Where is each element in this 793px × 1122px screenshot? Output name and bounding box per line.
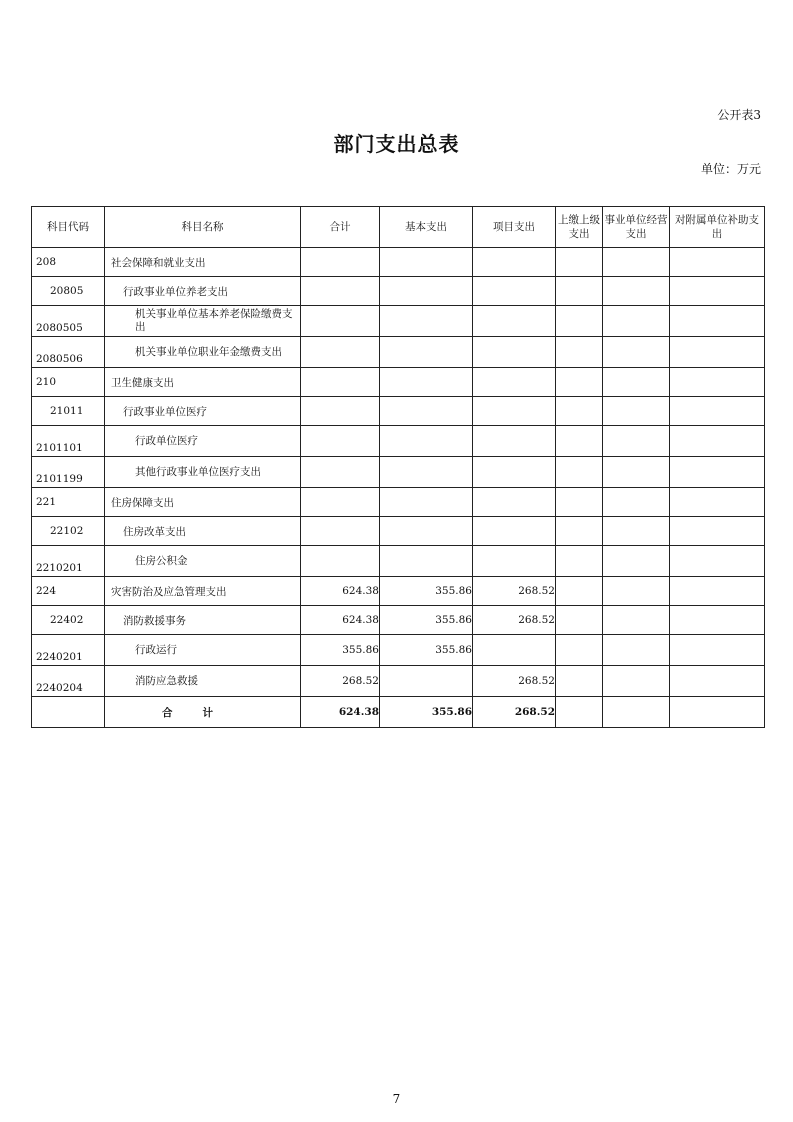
row-upper	[556, 517, 603, 546]
total-sum: 624.38	[301, 697, 380, 728]
row-basic	[380, 517, 473, 546]
row-basic	[380, 666, 473, 697]
row-subsidy	[670, 635, 765, 666]
row-business	[603, 488, 670, 517]
row-basic	[380, 488, 473, 517]
row-subsidy	[670, 488, 765, 517]
row-upper	[556, 635, 603, 666]
row-project	[473, 546, 556, 577]
row-subsidy	[670, 368, 765, 397]
row-code: 22102	[32, 517, 105, 546]
row-name: 行政运行	[105, 635, 301, 666]
column-header-basic: 基本支出	[380, 207, 473, 248]
row-project: 268.52	[473, 606, 556, 635]
row-project	[473, 457, 556, 488]
row-project	[473, 248, 556, 277]
row-basic	[380, 368, 473, 397]
row-business	[603, 397, 670, 426]
row-upper	[556, 426, 603, 457]
row-basic	[380, 277, 473, 306]
row-name: 卫生健康支出	[105, 368, 301, 397]
row-project: 268.52	[473, 666, 556, 697]
row-project	[473, 426, 556, 457]
page-number: 7	[392, 1092, 401, 1106]
row-name: 行政事业单位医疗	[105, 397, 301, 426]
row-total	[301, 426, 380, 457]
column-header-subsidy: 对附属单位补助支出	[670, 207, 765, 248]
total-subsidy	[670, 697, 765, 728]
row-business	[603, 546, 670, 577]
row-name: 行政单位医疗	[105, 426, 301, 457]
column-header-upper: 上缴上级支出	[556, 207, 603, 248]
row-business	[603, 517, 670, 546]
row-business	[603, 248, 670, 277]
row-code: 2240201	[32, 635, 105, 666]
row-upper	[556, 457, 603, 488]
row-upper	[556, 277, 603, 306]
row-subsidy	[670, 517, 765, 546]
row-business	[603, 606, 670, 635]
row-total	[301, 397, 380, 426]
row-upper	[556, 337, 603, 368]
row-business	[603, 306, 670, 337]
table-row	[32, 488, 765, 517]
row-upper	[556, 606, 603, 635]
row-basic: 355.86	[380, 577, 473, 606]
row-upper	[556, 666, 603, 697]
row-project: 268.52	[473, 577, 556, 606]
row-total	[301, 517, 380, 546]
row-name: 其他行政事业单位医疗支出	[105, 457, 301, 488]
table-row	[32, 306, 765, 337]
row-code: 2080505	[32, 306, 105, 337]
row-upper	[556, 368, 603, 397]
table-row	[32, 457, 765, 488]
table-row	[32, 577, 765, 606]
row-subsidy	[670, 397, 765, 426]
table-row	[32, 248, 765, 277]
row-subsidy	[670, 457, 765, 488]
row-project	[473, 306, 556, 337]
unit-label: 单位：万元	[700, 162, 761, 176]
row-name: 灾害防治及应急管理支出	[105, 577, 301, 606]
row-basic	[380, 397, 473, 426]
total-basic: 355.86	[380, 697, 473, 728]
row-name: 住房公积金	[105, 546, 301, 577]
row-code: 2210201	[32, 546, 105, 577]
row-total: 268.52	[301, 666, 380, 697]
row-business	[603, 368, 670, 397]
row-code: 210	[32, 368, 105, 397]
total-upper	[556, 697, 603, 728]
row-business	[603, 337, 670, 368]
row-basic	[380, 426, 473, 457]
row-business	[603, 457, 670, 488]
row-subsidy	[670, 577, 765, 606]
table-row	[32, 546, 765, 577]
row-total	[301, 457, 380, 488]
column-header-total: 合计	[301, 207, 380, 248]
row-code: 21011	[32, 397, 105, 426]
total-row	[32, 697, 765, 728]
table-row	[32, 426, 765, 457]
row-business	[603, 635, 670, 666]
row-code: 2101101	[32, 426, 105, 457]
row-business	[603, 277, 670, 306]
row-upper	[556, 546, 603, 577]
row-project	[473, 397, 556, 426]
row-project	[473, 337, 556, 368]
row-upper	[556, 397, 603, 426]
row-upper	[556, 488, 603, 517]
row-total	[301, 368, 380, 397]
row-name: 行政事业单位养老支出	[105, 277, 301, 306]
row-subsidy	[670, 337, 765, 368]
row-business	[603, 577, 670, 606]
row-name: 机关事业单位基本养老保险缴费支出	[105, 306, 301, 337]
page-title: 部门支出总表	[333, 132, 460, 156]
table-row	[32, 606, 765, 635]
row-upper	[556, 306, 603, 337]
row-subsidy	[670, 546, 765, 577]
row-total	[301, 248, 380, 277]
column-header-business: 事业单位经营支出	[603, 207, 670, 248]
row-basic	[380, 337, 473, 368]
total-label: 合计	[105, 697, 301, 728]
table-row	[32, 368, 765, 397]
row-total	[301, 488, 380, 517]
row-subsidy	[670, 426, 765, 457]
row-subsidy	[670, 277, 765, 306]
row-subsidy	[670, 606, 765, 635]
row-total: 624.38	[301, 577, 380, 606]
row-code: 20805	[32, 277, 105, 306]
row-project	[473, 277, 556, 306]
column-header-code: 科目代码	[32, 207, 105, 248]
column-header-name: 科目名称	[105, 207, 301, 248]
row-name: 消防应急救援	[105, 666, 301, 697]
row-total	[301, 337, 380, 368]
row-name: 住房改革支出	[105, 517, 301, 546]
row-code: 224	[32, 577, 105, 606]
row-subsidy	[670, 666, 765, 697]
row-code: 208	[32, 248, 105, 277]
expenditure-table	[31, 206, 765, 728]
row-name: 机关事业单位职业年金缴费支出	[105, 337, 301, 368]
row-basic	[380, 546, 473, 577]
row-total	[301, 277, 380, 306]
form-number: 公开表3	[717, 108, 761, 122]
table-row	[32, 397, 765, 426]
row-code: 22402	[32, 606, 105, 635]
row-project	[473, 368, 556, 397]
row-total: 624.38	[301, 606, 380, 635]
row-name: 消防救援事务	[105, 606, 301, 635]
row-code: 2080506	[32, 337, 105, 368]
row-code: 2240204	[32, 666, 105, 697]
row-total	[301, 306, 380, 337]
row-upper	[556, 577, 603, 606]
row-subsidy	[670, 248, 765, 277]
table-row	[32, 337, 765, 368]
row-upper	[556, 248, 603, 277]
column-header-project: 项目支出	[473, 207, 556, 248]
row-project	[473, 517, 556, 546]
row-business	[603, 426, 670, 457]
table-header-row	[32, 207, 765, 248]
total-project: 268.52	[473, 697, 556, 728]
row-business	[603, 666, 670, 697]
row-project	[473, 635, 556, 666]
row-basic	[380, 248, 473, 277]
total-code	[32, 697, 105, 728]
row-project	[473, 488, 556, 517]
row-basic: 355.86	[380, 635, 473, 666]
table-row	[32, 635, 765, 666]
row-basic: 355.86	[380, 606, 473, 635]
table-row	[32, 277, 765, 306]
table-row	[32, 666, 765, 697]
row-name: 社会保障和就业支出	[105, 248, 301, 277]
row-total	[301, 546, 380, 577]
row-basic	[380, 306, 473, 337]
row-code: 2101199	[32, 457, 105, 488]
row-name: 住房保障支出	[105, 488, 301, 517]
row-code: 221	[32, 488, 105, 517]
table-row	[32, 517, 765, 546]
total-business	[603, 697, 670, 728]
row-basic	[380, 457, 473, 488]
row-subsidy	[670, 306, 765, 337]
row-total: 355.86	[301, 635, 380, 666]
